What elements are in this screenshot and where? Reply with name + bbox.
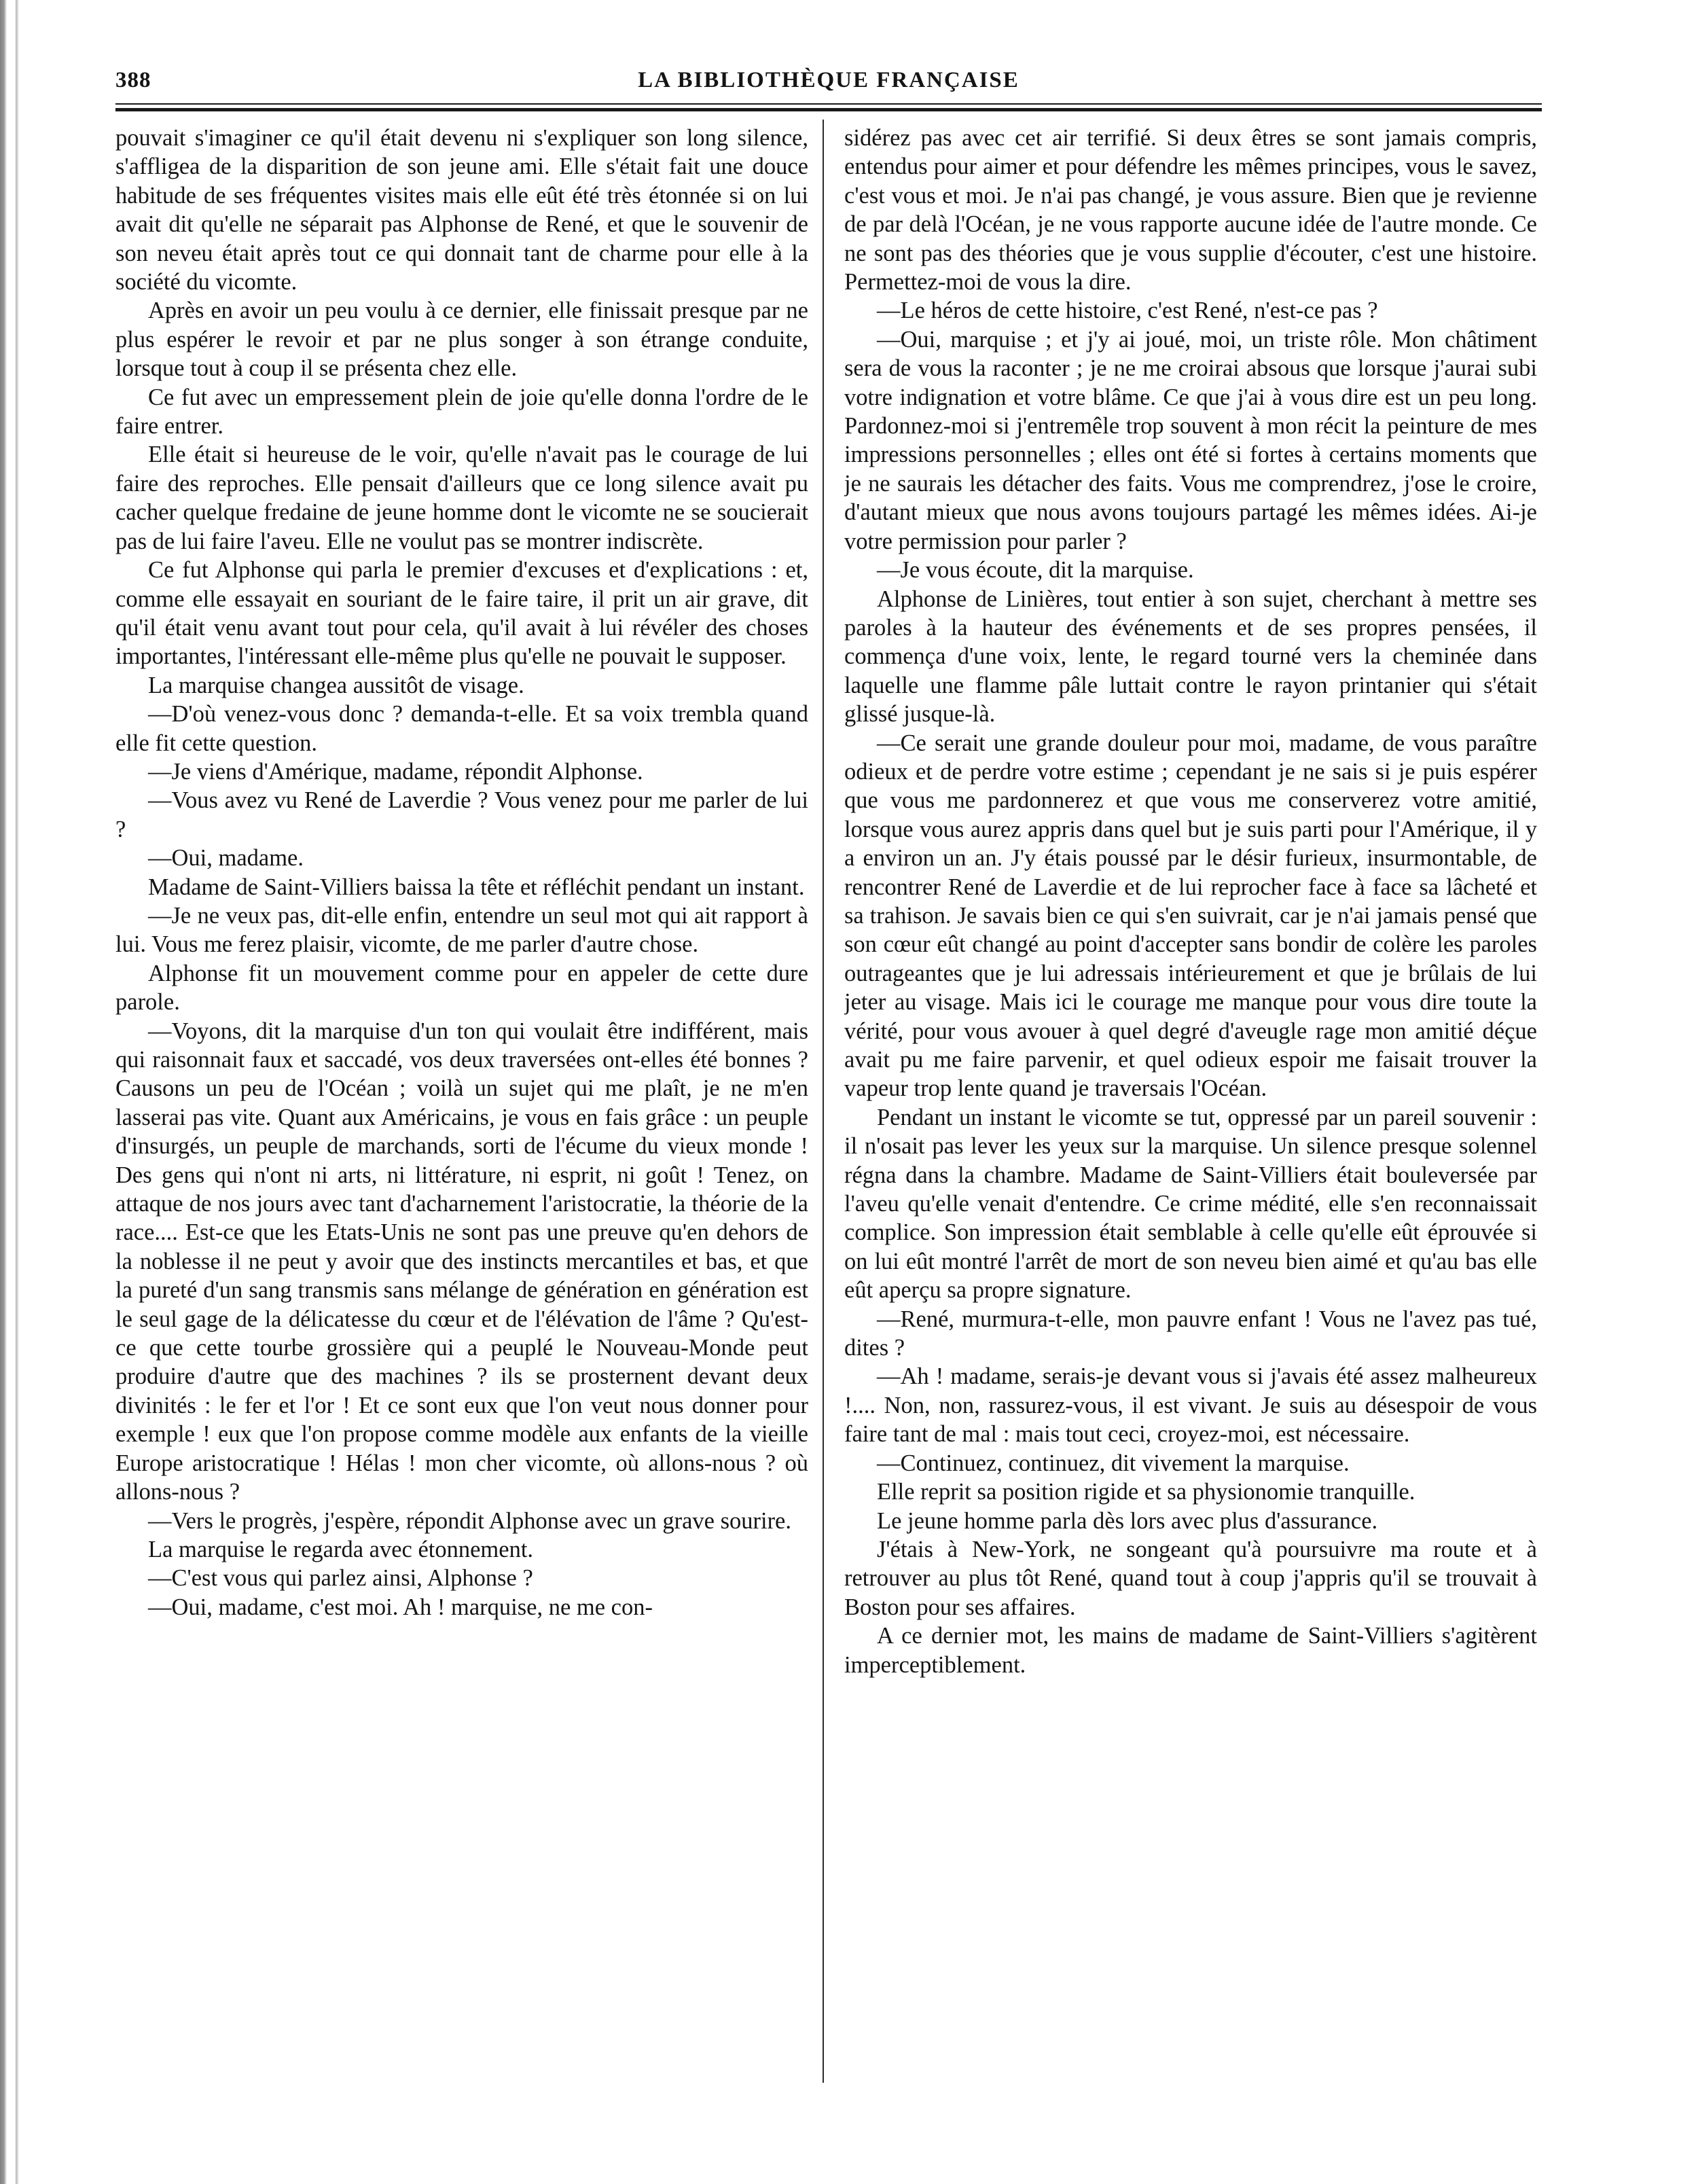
paragraph: Le jeune homme parla dès lors avec plus d'assurance. bbox=[877, 1507, 1378, 1534]
paragraph: Après en avoir un peu voulu à ce dernier, elle finissait presque par ne plus espérer le revoir et par ne plus songer à son étrange conduite, lorsque tout à coup il se présenta chez elle. bbox=[115, 298, 808, 382]
paragraph: —Continuez, continuez, dit vivement la marquise. bbox=[877, 1450, 1350, 1476]
page-number: 388 bbox=[115, 68, 151, 92]
paragraph: —Le héros de cette histoire, c'est René, n'est-ce pas ? bbox=[877, 298, 1378, 324]
paragraph: Alphonse fit un mouvement comme pour en appeler de cette dure parole. bbox=[115, 960, 808, 1016]
paragraph: Elle était si heureuse de le voir, qu'elle n'avait pas le courage de lui faire des reproches. Elle pensait d'ailleurs que ce long silence avait pu cacher quelque fredaine de jeune homme dont le vicomte ne se soucierait pas de lui faire l'aveu. Elle ne voulut pas se montrer indiscrète. bbox=[115, 442, 808, 554]
right-column bbox=[844, 124, 1537, 2128]
paragraph: —Je ne veux pas, dit-elle enfin, entendre un seul mot qui ait rapport à lui. Vous me ferez plaisir, vicomte, de me parler d'autre chose. bbox=[115, 902, 808, 958]
paragraph: Pendant un instant le vicomte se tut, oppressé par un pareil souvenir : il n'osait pas lever les yeux sur la marquise. Un silence presque solennel régna dans la chambre. Madame de Saint-Villiers était bouleversée par l'aveu qu'elle venait d'entendre. Ce crime médité, elle s'en reconnaissait complice. Son impression était semblable à celle qu'elle eût éprouvée si on lui eût montré l'arrêt de mort de son neveu bien aimé et qu'au bas elle eût aperçu sa propre signature. bbox=[844, 1104, 1537, 1304]
column-divider bbox=[823, 120, 824, 2083]
paragraph: La marquise le regarda avec étonnement. bbox=[148, 1536, 534, 1562]
paragraph: —Ah ! madame, serais-je devant vous si j'avais été assez malheureux !.... Non, non, rassurez-vous, il est vivant. Je suis au désespoir de vous faire tant de mal : mais tout ceci, croyez-moi, est nécessaire. bbox=[844, 1363, 1537, 1448]
running-title: LA BIBLIOTHÈQUE FRANÇAISE bbox=[638, 68, 1020, 92]
paragraph: A ce dernier mot, les mains de madame de Saint-Villiers s'agitèrent imperceptiblement. bbox=[844, 1623, 1537, 1678]
paragraph: —Voyons, dit la marquise d'un ton qui voulait être indifférent, mais qui raisonnait faux et saccadé, vos deux traversées ont-elles été bonnes ? Causons un peu de l'Océan ; voilà un sujet qui me plaît, je ne m'en lasserai pas vite. Quant aux Américains, je vous en fais grâce : un peuple d'insurgés, un peuple de marchands, sorti de l'écume du vieux monde ! Des gens qui n'ont ni arts, ni littérature, ni esprit, ni goût ! Tenez, on attaque de nos jours avec tant d'acharnement l'aristocratie, la théorie de la race.... Est-ce que les Etats-Unis ne sont pas une preuve qu'en dehors de la noblesse il ne peut y avoir que des instincts mercantiles et bas, et que la pureté d'un sang transmis sans mélange de génération en génération est le seul gage de la délicatesse du cœur et de l'élévation de l'âme ? Qu'est-ce que cette tourbe grossière qui a peuplé le Nouveau-Monde peut produire d'autre que des machines ? ils se prosternent devant deux divinités : le fer et l'or ! Et ce sont eux que l'on veut nous donner pour exemple ! eux que l'on propose comme modèle aux enfants de la vieille Europe aristocratique ! Hélas ! mon cher vicomte, où allons-nous ? où allons-nous ? bbox=[115, 1018, 808, 1505]
paragraph: Ce fut avec un empressement plein de joie qu'elle donna l'ordre de le faire entrer. bbox=[115, 384, 808, 440]
paragraph: Madame de Saint-Villiers baissa la tête et réfléchit pendant un instant. bbox=[148, 874, 805, 900]
paragraph: —Oui, madame, c'est moi. Ah ! marquise, ne me con- bbox=[148, 1594, 653, 1620]
header-rule-thick bbox=[115, 108, 1542, 111]
paragraph: —D'où venez-vous donc ? demanda-t-elle. Et sa voix trembla quand elle fit cette question. bbox=[115, 701, 808, 756]
paragraph: La marquise changea aussitôt de visage. bbox=[148, 672, 524, 698]
scanned-page-edge bbox=[0, 0, 41, 2184]
paragraph: Ce fut Alphonse qui parla le premier d'excuses et d'explications : et, comme elle essayait en souriant de le faire taire, il prit un air grave, dit qu'il était venu avant tout pour cela, qu'il avait à lui révéler des choses importantes, l'intéressant elle-même plus qu'elle ne pouvait le supposer. bbox=[115, 557, 808, 670]
paragraph: sidérez pas avec cet air terrifié. Si deux êtres se sont jamais compris, entendus pour aimer et pour défendre les mêmes principes, vous le savez, c'est vous et moi. Je n'ai pas changé, je vous assure. Bien que je revienne de par delà l'Océan, je ne vous rapporte aucune idée de l'autre monde. Ce ne sont pas des théories que je vous supplie d'écouter, c'est une histoire. Permettez-moi de vous la dire. bbox=[844, 125, 1537, 296]
paragraph: —René, murmura-t-elle, mon pauvre enfant ! Vous ne l'avez pas tué, dites ? bbox=[844, 1306, 1537, 1361]
paragraph: —C'est vous qui parlez ainsi, Alphonse ? bbox=[148, 1565, 533, 1592]
paragraph: —Oui, madame. bbox=[148, 845, 304, 872]
paragraph: Elle reprit sa position rigide et sa physionomie tranquille. bbox=[877, 1479, 1415, 1505]
page-header bbox=[115, 68, 1542, 95]
left-column bbox=[115, 124, 808, 2128]
paragraph: —Ce serait une grande douleur pour moi, madame, de vous paraître odieux et de perdre votre estime ; cependant je ne sais si je puis espérer que vous me pardonnerez et que vous me conserverez votre amitié, lorsque vous aurez appris dans quel but je suis parti pour l'Amérique, il y a environ un an. J'y étais poussé par le désir furieux, insurmontable, de rencontrer René de Laverdie et de lui reprocher face à face sa lâcheté et sa trahison. Je savais bien ce qui s'en suivrait, car je n'ai jamais pensé que son cœur eût changé au point d'accepter sans bondir de colère les paroles outrageantes que je lui adressais intérieurement et que je brûlais de lui jeter au visage. Mais ici le courage me manque pour vous dire toute la vérité, pour vous avouer à quel degré d'aveugle rage mon amitié déçue avait pu me faire parvenir, et quel odieux espoir me faisait trouver la vapeur trop lente quand je traversais l'Océan. bbox=[844, 730, 1537, 1102]
paragraph: pouvait s'imaginer ce qu'il était devenu ni s'expliquer son long silence, s'affligea de la disparition de son jeune ami. Elle s'était fait une douce habitude de ses fréquentes visites mais elle eût été très étonnée si on lui avait dit qu'elle ne séparait pas Alphonse de René, et que le souvenir de son neveu était après tout ce qui donnait tant de charme pour elle à la société du vicomte. bbox=[115, 125, 808, 296]
paragraph: —Je viens d'Amérique, madame, répondit Alphonse. bbox=[148, 758, 643, 785]
paragraph: —Je vous écoute, dit la marquise. bbox=[877, 557, 1194, 584]
header-rule bbox=[115, 103, 1542, 105]
paragraph: —Vers le progrès, j'espère, répondit Alphonse avec un grave sourire. bbox=[148, 1507, 791, 1534]
paragraph: J'étais à New-York, ne songeant qu'à poursuivre ma route et à retrouver au plus tôt René, quand tout à coup j'appris qu'il se trouvait à Boston pour ses affaires. bbox=[844, 1536, 1537, 1620]
paragraph: —Vous avez vu René de Laverdie ? Vous venez pour me parler de lui ? bbox=[115, 787, 808, 842]
paragraph: Alphonse de Linières, tout entier à son sujet, cherchant à mettre ses paroles à la hauteur des événements et de ses propres pensées, il commença d'une voix, lente, le regard tourné vers la cheminée dans laquelle une flamme pâle luttait contre le rayon printanier qui s'était glissé jusque-là. bbox=[844, 586, 1537, 728]
paragraph: —Oui, marquise ; et j'y ai joué, moi, un triste rôle. Mon châtiment sera de vous la raconter ; je ne me croirai absous que lorsque j'aurai subi votre indignation et votre blâme. Ce que j'ai à vous dire est un peu long. Pardonnez-moi si j'entremêle trop souvent à mon récit la peinture de mes impressions personnelles ; elles ont été si fortes à certains moments que je ne saurais les détacher des faits. Vous me comprendrez, j'ose le croire, d'autant mieux que nous avons toujours partagé les mêmes idées. Ai-je votre permission pour parler ? bbox=[844, 326, 1537, 554]
